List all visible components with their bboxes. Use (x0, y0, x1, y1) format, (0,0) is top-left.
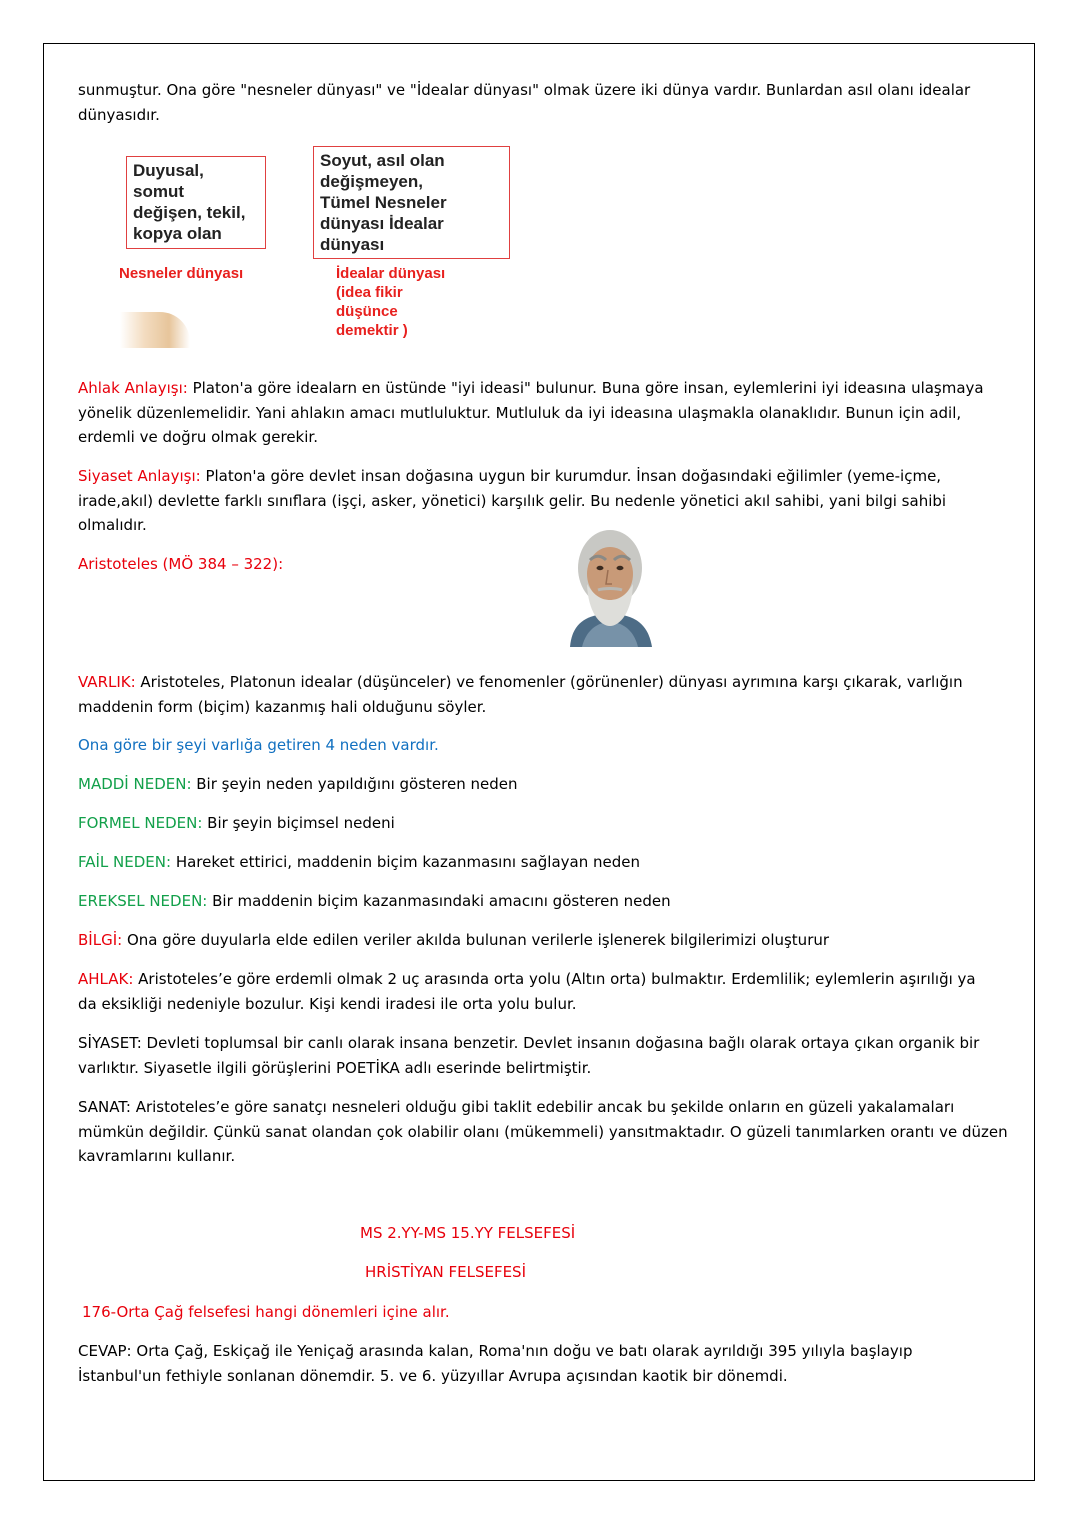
page-frame (43, 43, 1035, 1481)
ahlak2-paragraph: AHLAK: Aristoteles’e göre erdemli olmak 2 uç arasında orta yolu (Altın orta) bulmaktır. Erdemlilik; eylemlerin aşırılığı ya da eksikliği nedeniyle bozulur. Kişi kendi iradesi ile orta yolu bulur. (78, 970, 976, 1013)
madde-neden: MADDİ NEDEN: Bir şeyin neden yapıldığını gösteren neden (78, 775, 518, 793)
aristoteles-heading: Aristoteles (MÖ 384 – 322): (78, 555, 284, 573)
siyaset-paragraph: Siyaset Anlayışı: Platon'a göre devlet insan doğasına uygun bir kurumdur. İnsan doğasındaki eğilimler (yeme-içme, irade,akıl) devlette farklı sınıflara (işçi, asker, yönetici) karşılık gelir. Bu nedenle yönetici akıl sahibi, yani bilgi sahibi olmalıdır. (78, 467, 947, 534)
nesneler-caption: Nesneler dünyası (119, 265, 244, 282)
ahlak-paragraph: Ahlak Anlayışı: Platon'a göre idealarn en üstünde "iyi ideasi" bulunur. Buna göre insan, eylemlerini iyi ideasına ulaşmaya yönelik düzenlemelidir. Yani ahlakın amacı mutluluktur. Mutluluk da iyi ideasına ulaşmakla olanaklıdır. Bunun için adil, erdemli ve doğru olmak gerekir. (78, 379, 984, 446)
ahlak-label: Ahlak Anlayışı: (78, 379, 188, 397)
sanat-paragraph: SANAT: Aristoteles’e göre sanatçı nesneleri olduğu gibi taklit edebilir ancak bu şekilde onların en güzeli yakalamaları mümkün değildir. Çünkü sanat olandan çok olabilir olanı (mükemmeli) yansıtmaktadır. O güzeli tanımlarken orantı ve düzen kavramlarını kullanır. (78, 1098, 1008, 1165)
nesneler-box: Duyusal, somut değişen, tekil, kopya olan (126, 156, 266, 249)
question: 176-Orta Çağ felsefesi hangi dönemleri içine alır. (82, 1303, 450, 1321)
section-subtitle: HRİSTİYAN FELSEFESİ (365, 1263, 526, 1281)
neden-intro: Ona göre bir şeyi varlığa getiren 4 neden vardır. (78, 736, 439, 754)
ereksel-neden: EREKSEL NEDEN: Bir maddenin biçim kazanmasındaki amacını gösteren neden (78, 892, 671, 910)
siyaset2-paragraph: SİYASET: Devleti toplumsal bir canlı olarak insana benzetir. Devlet insanın doğasına bağlı olarak ortaya çıkan organik bir varlıktır. Siyasetle ilgili görüşlerini POETİKA adlı eserinde belirtmiştir. (78, 1034, 980, 1077)
varlik-label: VARLIK: (78, 673, 136, 691)
fail-neden: FAİL NEDEN: Hareket ettirici, maddenin biçim kazanmasını sağlayan neden (78, 853, 640, 871)
section-title: MS 2.YY-MS 15.YY FELSEFESİ (360, 1224, 576, 1242)
answer-paragraph: CEVAP: Orta Çağ, Eskiçağ ile Yeniçağ arasında kalan, Roma'nın doğu ve batı olarak ayrıldığı 395 yılıyla başlayıp İstanbul'un fethiyle sonlanan dönemdir. 5. ve 6. yüzyıllar Avrupa açısından kaotik bir dönemdi. (78, 1342, 913, 1385)
bilgi-paragraph: BİLGİ: Ona göre duyularla elde edilen veriler akılda bulunan verilerle işlenerek bilgilerimizi oluşturur (78, 931, 830, 949)
varlik-paragraph: VARLIK: Aristoteles, Platonun idealar (düşünceler) ve fenomenler (görünenler) dünyası ayrımına karşı çıkarak, varlığın maddenin form (biçim) kazanmış hali olduğunu söyler. (78, 673, 963, 716)
intro-paragraph: sunmuştur. Ona göre "nesneler dünyası" ve "İdealar dünyası" olmak üzere iki dünya vardır. Bunlardan asıl olanı idealar dünyasıdır. (78, 81, 971, 124)
siyaset-label: Siyaset Anlayışı: (78, 467, 201, 485)
formel-neden: FORMEL NEDEN: Bir şeyin biçimsel nedeni (78, 814, 395, 832)
idealar-caption: İdealar dünyası (idea fikir düşünce demektir ) (336, 265, 446, 339)
idealar-box: Soyut, asıl olan değişmeyen, Tümel Nesneler dünyası İdealar dünyası (313, 146, 510, 259)
aristotle-portrait (560, 522, 660, 647)
